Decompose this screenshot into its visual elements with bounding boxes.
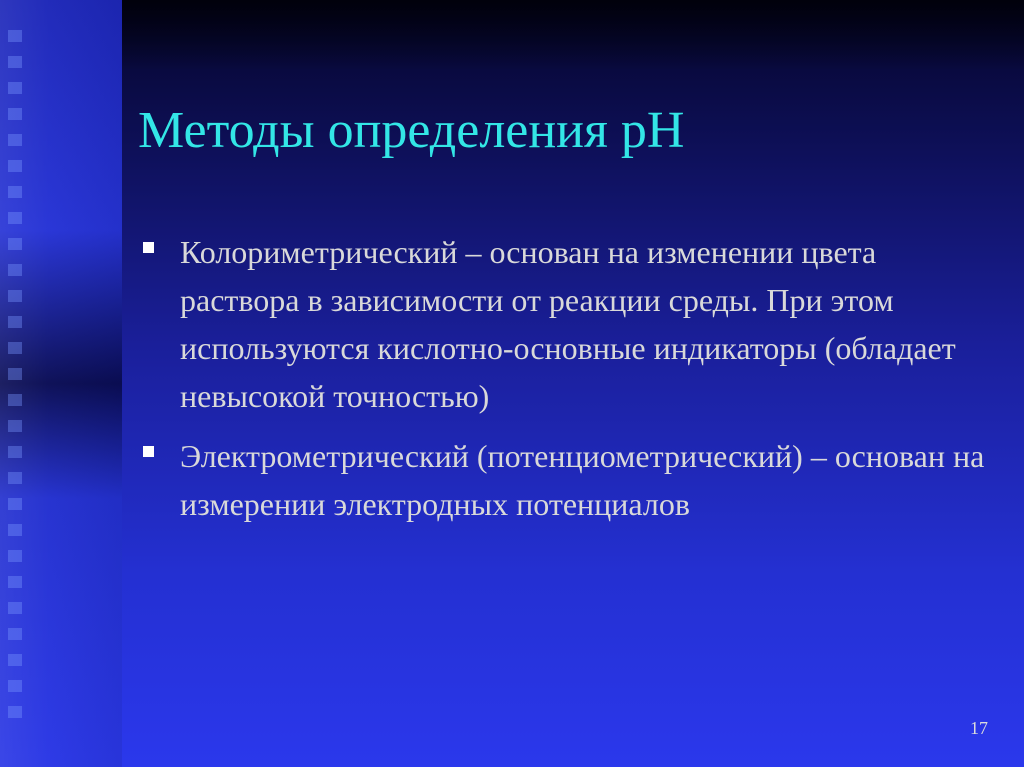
bullet-text: Электрометрический (потенциометрический) – основан на измерении электродных потенциалов bbox=[180, 438, 985, 522]
bullet-item-colorimetric bbox=[143, 228, 1003, 420]
decorative-square-column bbox=[8, 30, 22, 730]
slide-title: Методы определения рН bbox=[138, 102, 685, 159]
page-number: 17 bbox=[970, 718, 988, 738]
bullet-item-electrometric bbox=[143, 432, 1003, 528]
bullet-text: Колориметрический – основан на изменении цвета раствора в зависимости от реакции среды. При этом используются кислотно-основные индикаторы (обладает невысокой точностью) bbox=[180, 234, 956, 414]
top-dark-gradient bbox=[122, 0, 1024, 70]
square-bullet-icon bbox=[143, 242, 154, 253]
bullet-list bbox=[143, 228, 1003, 540]
square-bullet-icon bbox=[143, 446, 154, 457]
